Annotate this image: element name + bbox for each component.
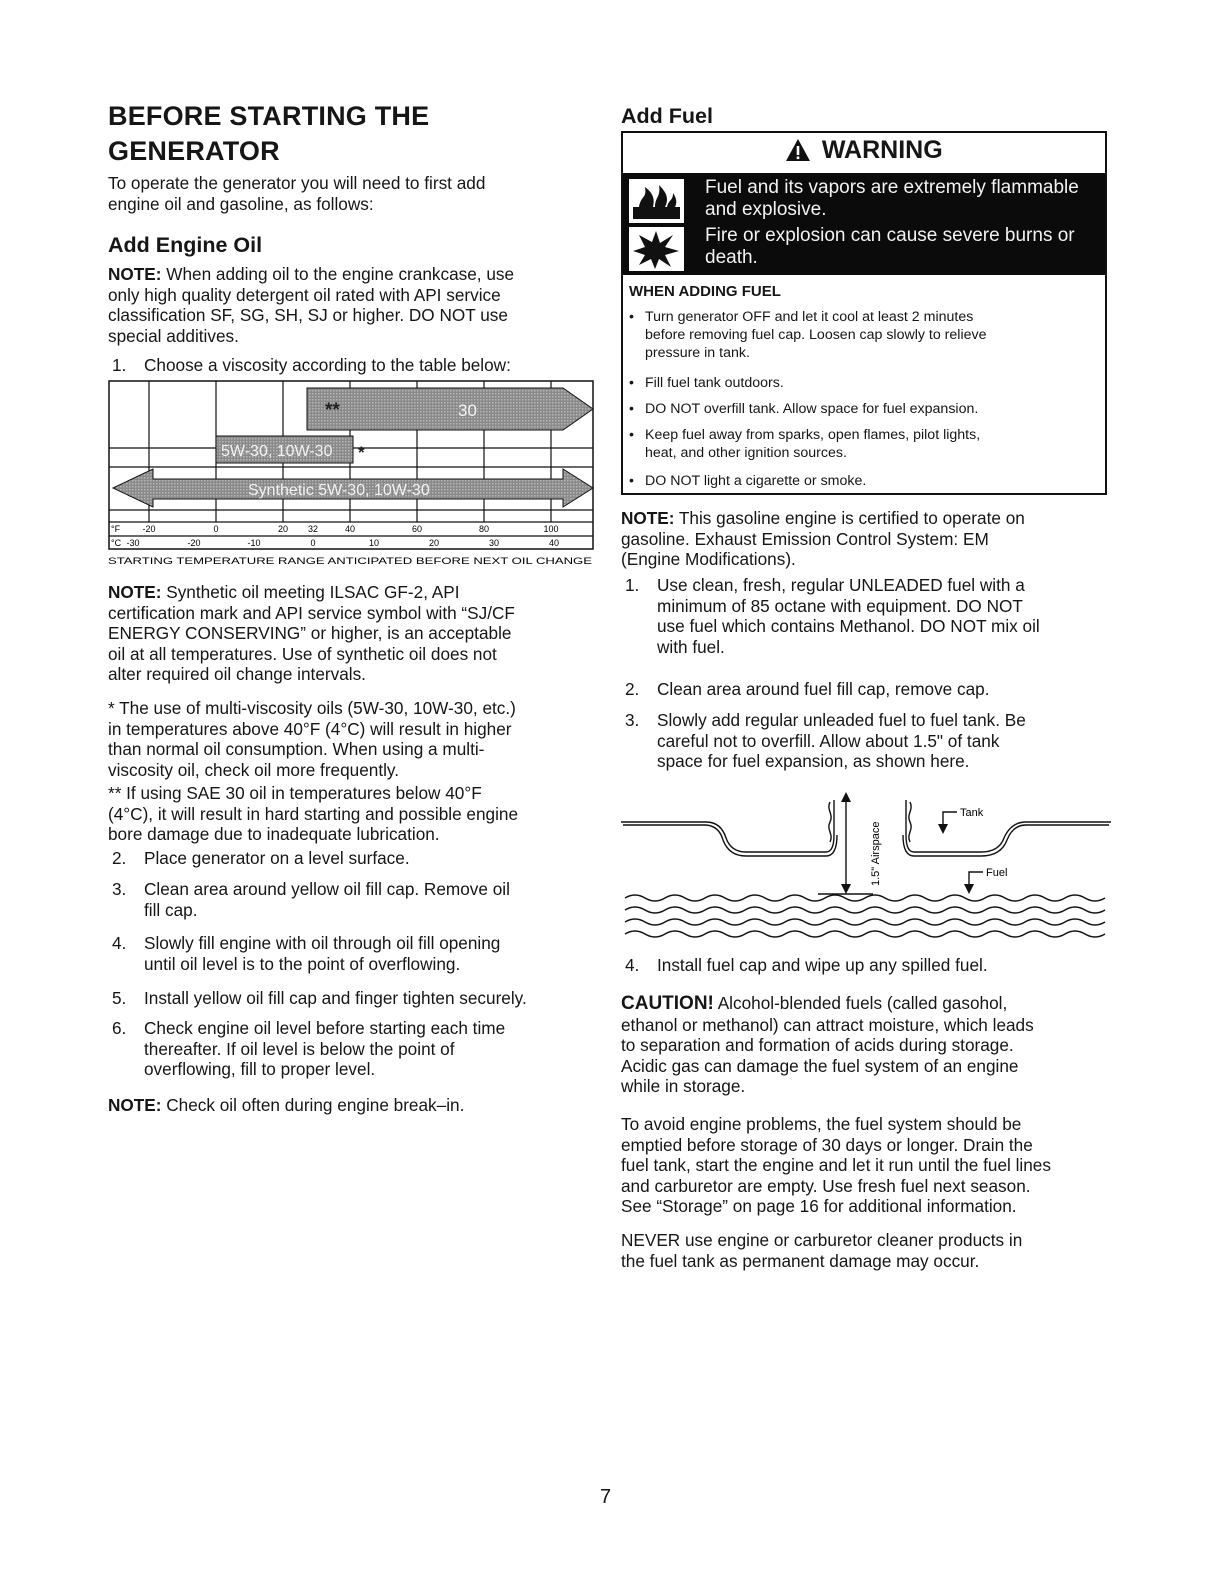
break-in-note	[108, 1095, 464, 1116]
f-tick: -20	[142, 524, 156, 534]
airspace-arrow-down	[841, 884, 851, 894]
fuel-arrow	[964, 884, 974, 894]
paragraph-line: NEVER use engine or carburetor cleaner products in	[621, 1230, 1023, 1250]
fuel-surface-wave	[625, 895, 1105, 901]
caution-text: Acidic gas can damage the fuel system of an engine	[621, 1055, 1019, 1076]
bullet-text: DO NOT light a cigarette or smoke.	[645, 473, 867, 489]
footnote-line: in temperatures above 40°F (4°C) will result in higher	[108, 718, 512, 739]
cap-break-right	[909, 802, 911, 842]
bullet-text: heat, and other ignition sources.	[645, 445, 847, 461]
page-title-line1: BEFORE STARTING THE	[108, 101, 430, 131]
fuel-note	[621, 508, 1025, 570]
step-number: 1.	[625, 575, 640, 595]
bullet-text: before removing fuel cap. Loosen cap slowly to relieve	[645, 327, 987, 343]
step-number: 4.	[625, 955, 640, 975]
warning-text-explosion	[705, 225, 1099, 269]
step-number: 3.	[625, 710, 640, 730]
step-text: Place generator on a level surface.	[144, 848, 410, 868]
footnote-line: (4°C), it will result in hard starting and possible engine	[108, 803, 519, 824]
oil-step-5	[108, 988, 594, 1009]
warning-bullet	[629, 374, 1095, 392]
step-number: 2.	[112, 848, 127, 868]
footnote-line: than normal oil consumption. When using a multi-	[108, 739, 485, 760]
f-tick: 60	[411, 524, 423, 534]
tank-wall-right	[906, 800, 1111, 852]
c-tick: 40	[548, 538, 560, 548]
note-text: only high quality detergent oil rated with API service	[108, 284, 501, 305]
step-text: with fuel.	[657, 636, 725, 657]
step-text: use fuel which contains Methanol. DO NOT mix oil	[657, 616, 1040, 637]
paragraph-line: and carburetor are empty. Use fresh fuel next season.	[621, 1175, 1031, 1196]
note-text: Check oil often during engine break–in.	[161, 1095, 465, 1115]
sae30-bar	[307, 388, 593, 430]
step-number: 6.	[112, 1018, 127, 1038]
note-text: alter required oil change intervals.	[108, 664, 366, 685]
star-footnote	[108, 698, 516, 780]
footnote-line: * The use of multi-viscosity oils (5W-30, 10W-30, etc.)	[108, 698, 516, 718]
note-label: NOTE:	[108, 582, 162, 602]
c-tick: -20	[187, 538, 201, 548]
c-tick: -30	[126, 538, 140, 548]
airspace-label: 1.5" Airspace	[870, 821, 882, 886]
c-tick: 20	[428, 538, 440, 548]
note-text: Synthetic oil meeting ILSAC GF-2, API	[161, 582, 460, 602]
viscosity-chart	[108, 354, 594, 568]
step-number: 1.	[112, 355, 127, 375]
note-label: NOTE:	[108, 264, 162, 284]
fuel-wave	[625, 931, 1105, 937]
bullet-text: DO NOT overfill tank. Allow space for fuel expansion.	[645, 401, 979, 417]
step-text: Slowly add regular unleaded fuel to fuel tank. Be	[657, 710, 1026, 730]
f-tick: 0	[213, 524, 219, 534]
intro-text	[108, 173, 485, 214]
fuel-tank-diagram	[621, 790, 1111, 950]
step-text: Install fuel cap and wipe up any spilled fuel.	[657, 955, 988, 975]
tank-label: Tank	[960, 807, 984, 819]
step-text: overflowing, fill to proper level.	[144, 1059, 376, 1080]
bullet-mark: •	[629, 309, 634, 325]
c-tick: 30	[488, 538, 500, 548]
warning-title: WARNING	[821, 136, 943, 164]
note-text: special additives.	[108, 325, 239, 346]
warning-line: Fuel and its vapors are extremely flammable	[705, 177, 1079, 198]
warning-triangle-icon	[785, 138, 811, 162]
star-mark: *	[358, 443, 365, 462]
fuel-step-1	[621, 575, 1111, 657]
note-text: When adding oil to the engine crankcase, use	[161, 264, 515, 284]
note-text: (Engine Modifications).	[621, 549, 796, 570]
fuel-step-2	[621, 679, 1111, 700]
step-text: Install yellow oil fill cap and finger tighten securely.	[144, 988, 527, 1008]
bullet-text: pressure in tank.	[645, 345, 750, 361]
warning-header	[623, 133, 1105, 173]
caution-label: CAUTION!	[621, 993, 714, 1014]
caution-paragraph	[621, 993, 1034, 1097]
warning-bullet	[629, 308, 1095, 362]
chart-caption: STARTING TEMPERATURE RANGE ANTICIPATED BEFORE NEXT OIL CHANGE	[108, 556, 592, 567]
footnote-line: bore damage due to inadequate lubrication.	[108, 824, 440, 845]
step-text: Check engine oil level before starting each time	[144, 1018, 506, 1038]
note-label: NOTE:	[108, 1095, 162, 1115]
step-number: 4.	[112, 933, 127, 953]
footnote-line: viscosity oil, check oil more frequently.	[108, 759, 400, 780]
note-text: oil at all temperatures. Use of synthetic oil does not	[108, 643, 497, 664]
celsius-unit: °C	[111, 538, 122, 548]
double-star-footnote	[108, 783, 518, 845]
step-text: space for fuel expansion, as shown here.	[657, 751, 970, 772]
storage-paragraph	[621, 1114, 1051, 1217]
page-number: 7	[600, 1486, 612, 1508]
warning-box	[621, 131, 1107, 495]
warning-line: Fire or explosion can cause severe burns or	[705, 225, 1075, 246]
oil-note	[108, 264, 514, 346]
warning-line: and explosive.	[705, 199, 827, 220]
bullet-text: Fill fuel tank outdoors.	[645, 375, 784, 391]
fuel-label: Fuel	[986, 867, 1008, 879]
synthetic-note	[108, 582, 515, 685]
fuel-wave	[625, 907, 1105, 913]
warning-bullet	[629, 426, 1095, 462]
step-text: careful not to overfill. Allow about 1.5" of tank	[657, 730, 1000, 751]
bullet-mark: •	[629, 427, 634, 443]
page-title-line2: GENERATOR	[108, 136, 280, 166]
sae30-label: 30	[458, 401, 477, 420]
bullet-mark: •	[629, 473, 634, 489]
note-text: ENERGY CONSERVING” or higher, is an acceptable	[108, 623, 512, 644]
f-tick: 100	[543, 524, 559, 534]
cap-break-left	[829, 802, 831, 842]
step-text: Slowly fill engine with oil through oil fill opening	[144, 933, 501, 953]
flammable-icon	[629, 179, 684, 223]
fahrenheit-unit: °F	[111, 524, 121, 534]
step-number: 5.	[112, 988, 127, 1008]
f-tick: 32	[307, 524, 319, 534]
step-text: until oil level is to the point of overflowing.	[144, 953, 461, 974]
warning-bullet	[629, 400, 1095, 418]
fuel-step-3	[621, 710, 1111, 772]
add-engine-oil-heading: Add Engine Oil	[108, 233, 263, 257]
step-text: minimum of 85 octane with equipment. DO NOT	[657, 595, 1023, 616]
caution-text: to separation and formation of acids during storage.	[621, 1035, 1014, 1056]
fuel-step-4	[621, 955, 1111, 976]
explosion-icon	[629, 227, 684, 271]
intro-line: To operate the generator you will need to first add	[108, 173, 486, 193]
note-text: gasoline. Exhaust Emission Control System: EM	[621, 528, 989, 549]
warning-hazard-panel	[623, 173, 1105, 275]
step-number: 2.	[625, 679, 640, 699]
note-text: classification SF, SG, SH, SJ or higher. DO NOT use	[108, 305, 508, 326]
note-label: NOTE:	[621, 508, 675, 528]
oil-step-6	[108, 1018, 594, 1080]
intro-line: engine oil and gasoline, as follows:	[108, 193, 374, 214]
paragraph-line: emptied before storage of 30 days or longer. Drain the	[621, 1134, 1033, 1155]
caution-text: ethanol or methanol) can attract moisture, which leads	[621, 1014, 1034, 1035]
c-tick: 0	[310, 538, 316, 548]
footnote-line: ** If using SAE 30 oil in temperatures below 40°F	[108, 783, 482, 803]
caution-text: while in storage.	[621, 1076, 746, 1097]
bullet-mark: •	[629, 401, 634, 417]
warning-text-flammable	[705, 177, 1099, 221]
paragraph-line: the fuel tank as permanent damage may occur.	[621, 1250, 980, 1271]
bullet-text: Keep fuel away from sparks, open flames, pilot lights,	[645, 427, 981, 443]
oil-step-4	[108, 933, 594, 974]
note-text: certification mark and API service symbol with “SJ/CF	[108, 602, 515, 623]
oil-step-3	[108, 879, 594, 920]
paragraph-line: See “Storage” on page 16 for additional information.	[621, 1196, 1017, 1217]
paragraph-line: To avoid engine problems, the fuel system should be	[621, 1114, 1022, 1134]
warning-line: death.	[705, 247, 758, 268]
c-tick: 10	[368, 538, 380, 548]
warning-subheading: WHEN ADDING FUEL	[629, 283, 781, 300]
fuel-wave	[625, 919, 1105, 925]
step-text: fill cap.	[144, 899, 198, 920]
step-text: Clean area around yellow oil fill cap. Remove oil	[144, 879, 510, 899]
step-text: Clean area around fuel fill cap, remove cap.	[657, 679, 990, 699]
bullet-text: Turn generator OFF and let it cool at least 2 minutes	[645, 309, 974, 325]
oil-step-2	[108, 848, 594, 869]
f-tick: 80	[478, 524, 490, 534]
airspace-arrow-up	[841, 792, 851, 802]
caution-text: Alcohol-blended fuels (called gasohol,	[713, 993, 1008, 1013]
f-tick: 40	[344, 524, 356, 534]
multi-viscosity-label: 5W-30, 10W-30	[221, 443, 333, 460]
step-text: Use clean, fresh, regular UNLEADED fuel with a	[657, 575, 1025, 595]
step-text: thereafter. If oil level is below the point of	[144, 1038, 455, 1059]
f-tick: 20	[277, 524, 289, 534]
synthetic-label: Synthetic 5W-30, 10W-30	[248, 482, 430, 499]
paragraph-line: fuel tank, start the engine and let it run until the fuel lines	[621, 1155, 1051, 1176]
never-paragraph	[621, 1230, 1022, 1271]
tank-wall-left	[621, 800, 834, 852]
add-fuel-heading: Add Fuel	[621, 104, 713, 128]
tank-arrow	[938, 824, 948, 834]
double-star-mark: **	[325, 400, 340, 421]
step-number: 3.	[112, 879, 127, 899]
note-text: This gasoline engine is certified to operate on	[674, 508, 1025, 528]
c-tick: -10	[247, 538, 261, 548]
bullet-mark: •	[629, 375, 634, 391]
warning-bullet	[629, 472, 1095, 490]
step-text: Choose a viscosity according to the table below:	[144, 355, 511, 375]
